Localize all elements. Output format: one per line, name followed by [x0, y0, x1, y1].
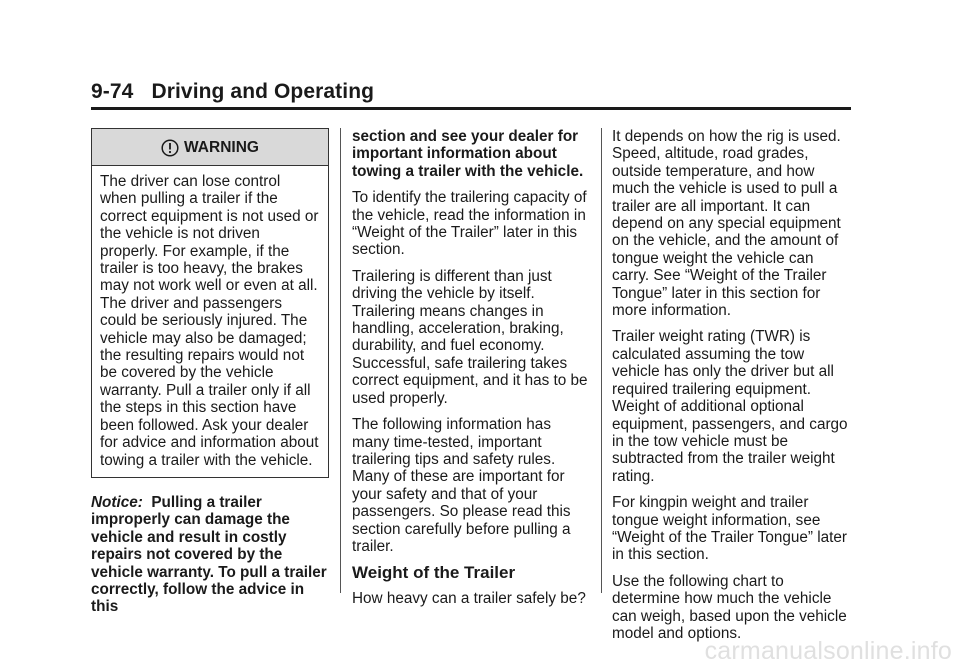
- column-2: [352, 128, 592, 616]
- paragraph: Trailer weight rating (TWR) is calculated assuming the tow vehicle has only the driver but all required trailering equipment. Weight of additional optional equipment, passengers, and cargo in the tow vehicle must be subtracted from the trailer weight rating.: [612, 328, 848, 485]
- paragraph: To identify the trailering capacity of the vehicle, read the information in “Weight of the Trailer” later in this section.: [352, 189, 587, 259]
- paragraph: The following information has many time-tested, important trailering tips and safety rules. Many of these are important for your safety and that of your passengers. So please read this section carefully before pulling a trailer.: [352, 416, 571, 555]
- notice-label: Notice:: [91, 493, 143, 511]
- paragraph: Use the following chart to determine how much the vehicle can weigh, based upon the vehicle model and options.: [612, 572, 847, 642]
- warning-icon: [161, 139, 179, 157]
- section-title: Driving and Operating: [151, 80, 375, 103]
- column-divider-2: [601, 128, 602, 593]
- watermark: carmanualsonline.info: [704, 637, 952, 665]
- notice-continuation: section and see your dealer for important information about towing a trailer with the vehicle.: [352, 128, 584, 180]
- subheading-weight-of-trailer: Weight of the Trailer: [352, 563, 516, 583]
- notice-paragraph: [91, 494, 329, 616]
- paragraph: For kingpin weight and trailer tongue weight information, see “Weight of the Trailer Tongue” later in this section.: [612, 494, 847, 564]
- column-divider-1: [340, 128, 341, 593]
- page-header: [91, 80, 851, 110]
- column-1: [91, 128, 329, 625]
- paragraph: Trailering is different than just driving the vehicle by itself. Trailering means changes in handling, acceleration, braking, durability, and fuel economy. Successful, safe trailering takes correct equipment, and it has to be used properly.: [352, 267, 588, 407]
- notice-text: Pulling a trailer improperly can damage the vehicle and result in costly repairs not covered by the vehicle warranty. To pull a trailer correctly, follow the advice in this: [91, 493, 327, 616]
- paragraph: How heavy can a trailer safely be?: [352, 589, 586, 607]
- paragraph: It depends on how the rig is used. Speed, altitude, road grades, outside temperature, and how much the vehicle is used to pull a trailer are all important. It can depend on any special equipment on the vehicle, and the amount of tongue weight the vehicle can carry. See “Weight of the Trailer Tongue” later in this section for more information.: [612, 128, 841, 320]
- page-number: 9-74: [91, 80, 134, 103]
- column-3: [612, 128, 852, 651]
- header-text: [91, 80, 851, 104]
- warning-body: The driver can lose control when pulling a trailer if the correct equipment is not used or the vehicle is not driven properly. For example, if the trailer is too heavy, the brakes may not work well or even at all. The driver and passengers could be seriously injured. The vehicle may also be damaged; the resulting repairs would not be covered by the vehicle warranty. Pull a trailer only if all the steps in this section have been followed. Ask your dealer for advice and information about towing a trailer with the vehicle.: [100, 173, 319, 469]
- warning-header: [92, 129, 328, 166]
- warning-title: WARNING: [184, 139, 259, 157]
- warning-box: [91, 128, 329, 478]
